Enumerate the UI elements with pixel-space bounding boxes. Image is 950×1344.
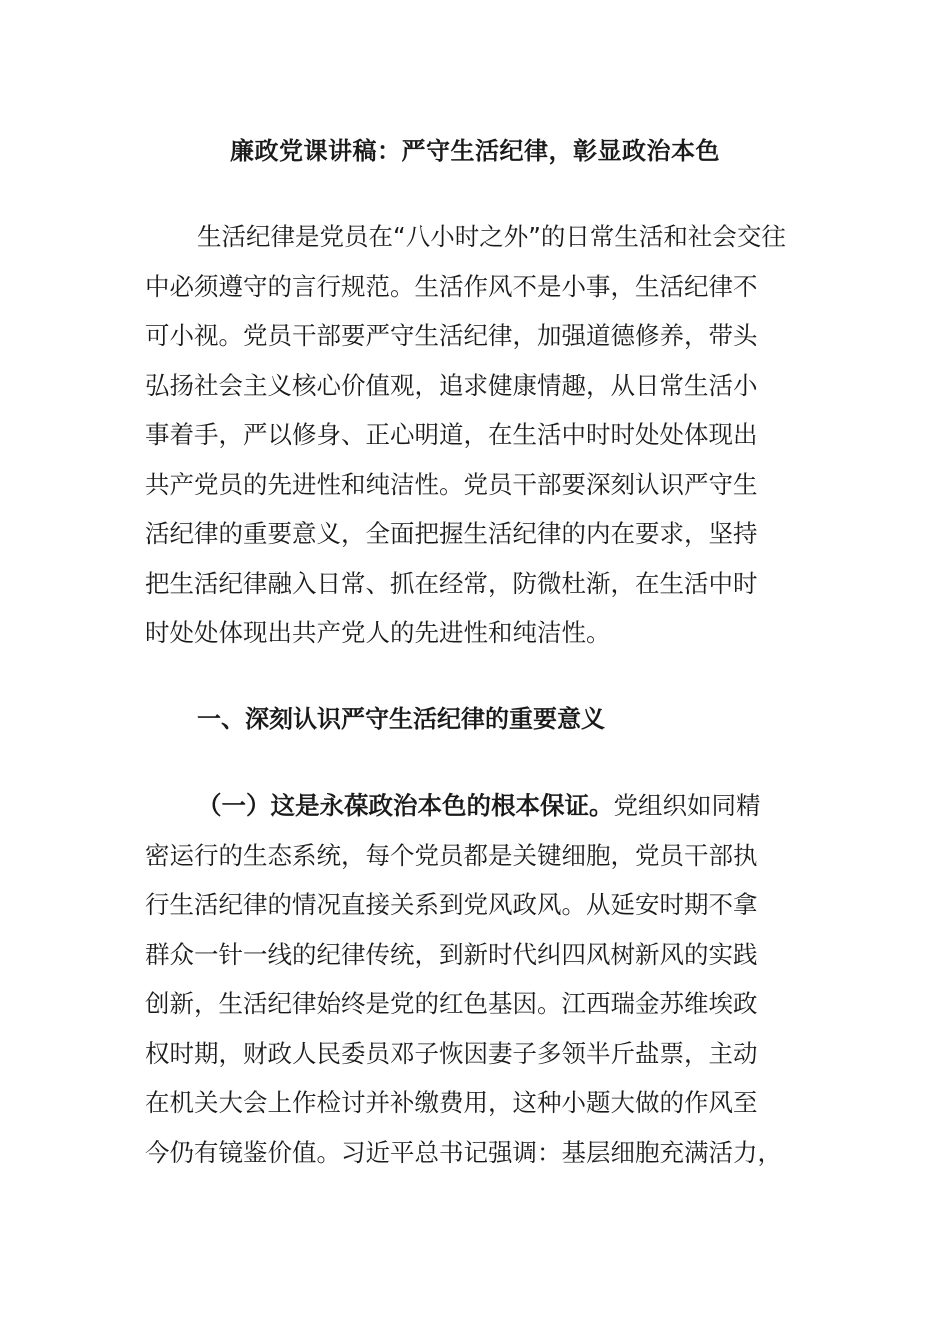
subsection-line: 在机关大会上作检讨并补缴费用，这种小题大做的作风至	[145, 1088, 758, 1117]
section-heading: 一、深刻认识严守生活纪律的重要意义	[197, 705, 605, 733]
intro-line: 弘扬社会主义核心价值观，追求健康情趣，从日常生活小	[145, 370, 758, 400]
document-title: 廉政党课讲稿：严守生活纪律，彰显政治本色	[230, 137, 720, 165]
intro-line: 把生活纪律融入日常、抓在经常，防微杜渐，在生活中时	[145, 568, 758, 598]
intro-paragraph	[145, 212, 805, 658]
subsection-line: 权时期，财政人民委员邓子恢因妻子多领半斤盐票，主动	[145, 1038, 758, 1068]
subsection-line: 密运行的生态系统，每个党员都是关键细胞，党员干部执	[145, 840, 758, 870]
intro-line: 时处处体现出共产党人的先进性和纯洁性。	[145, 618, 611, 647]
intro-line: 事着手，严以修身、正心明道，在生活中时时处处体现出	[145, 420, 758, 449]
subsection-paragraph	[145, 781, 805, 1177]
intro-line: 活纪律的重要意义，全面把握生活纪律的内在要求，坚持	[145, 519, 758, 548]
subsection-line: 今仍有镜鉴价值。习近平总书记强调：基层细胞充满活力，	[145, 1137, 782, 1167]
subsection-line: 行生活纪律的情况直接关系到党风政风。从延安时期不拿	[145, 890, 758, 919]
subsection-first-line-rest: 党组织如同精	[613, 791, 761, 820]
intro-line: 中必须遵守的言行规范。生活作风不是小事，生活纪律不	[145, 271, 758, 301]
intro-line: 共产党员的先进性和纯洁性。党员干部要深刻认识严守生	[145, 469, 758, 499]
subsection-first-line	[145, 781, 805, 831]
subsection-bold-lead: （一）这是永葆政治本色的根本保证。	[197, 791, 614, 820]
subsection-line: 群众一针一线的纪律传统，到新时代纠四风树新风的实践	[145, 939, 758, 969]
subsection-line: 创新，生活纪律始终是党的红色基因。江西瑞金苏维埃政	[145, 989, 758, 1018]
intro-line: 可小视。党员干部要严守生活纪律，加强道德修养，带头	[145, 321, 758, 350]
intro-line: 生活纪律是党员在“八小时之外”的日常生活和社会交往	[197, 222, 786, 251]
